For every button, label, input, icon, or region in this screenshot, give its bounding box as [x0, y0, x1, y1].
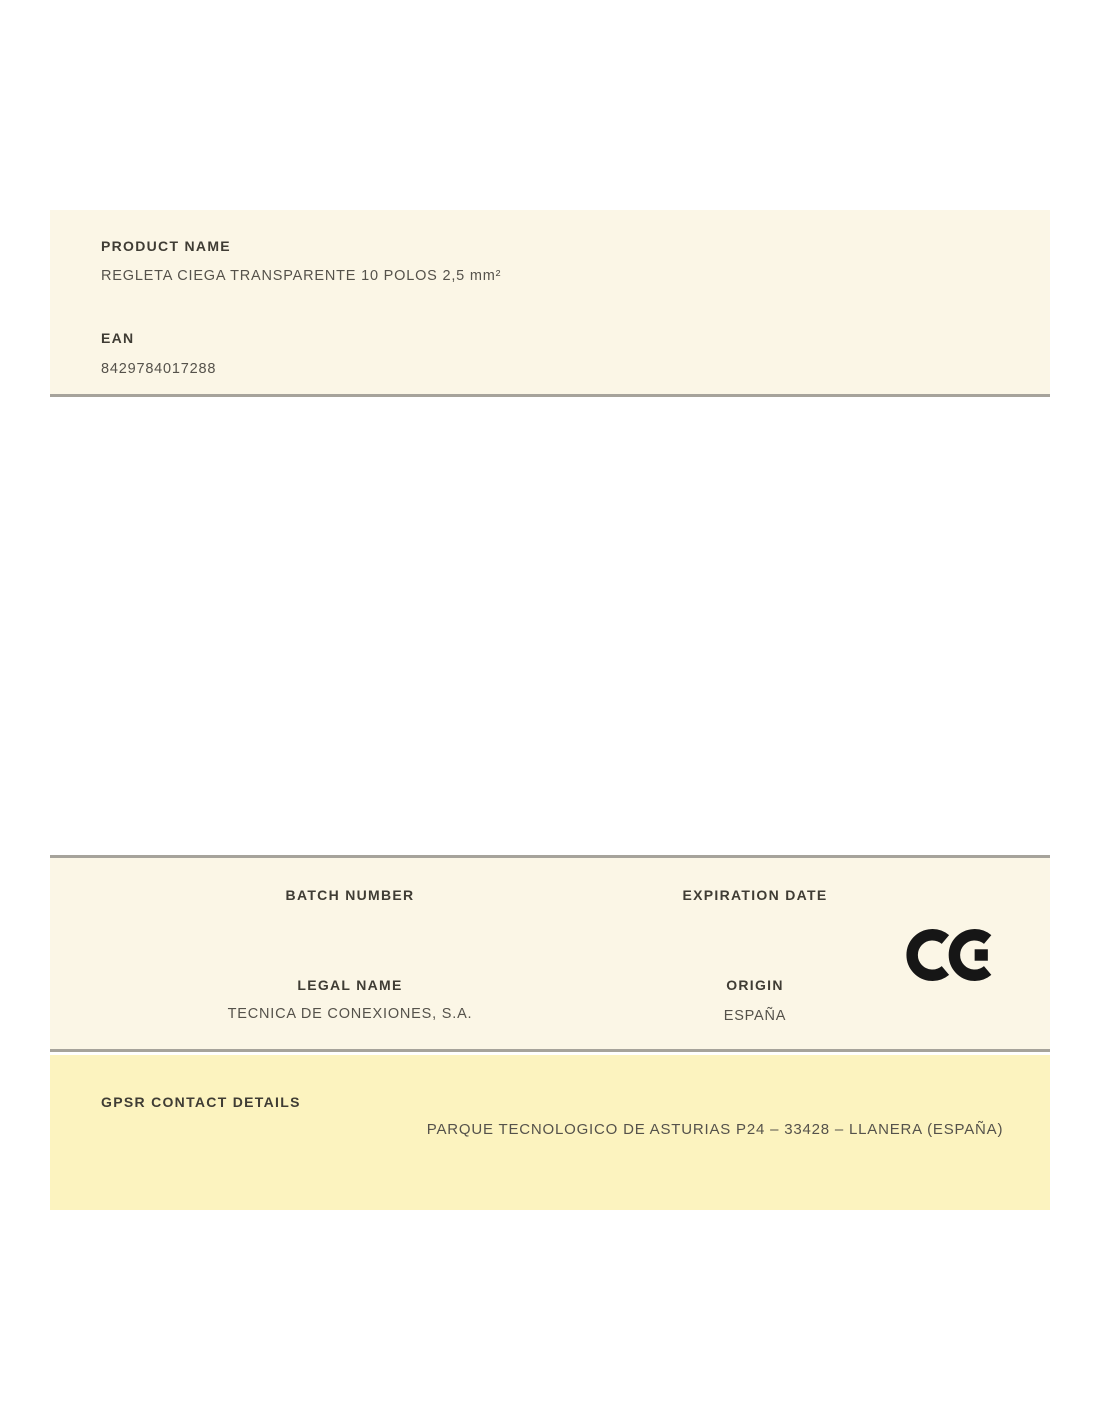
batch-number-label: BATCH NUMBER: [285, 887, 415, 903]
ce-mark-icon: [906, 926, 994, 984]
gpsr-contact-value: PARQUE TECNOLOGICO DE ASTURIAS P24 – 33428 – LLANERA (ESPAÑA): [426, 1121, 1004, 1138]
compliance-section: [50, 855, 1050, 1052]
legal-name-label: LEGAL NAME: [297, 977, 403, 993]
origin-value: ESPAÑA: [723, 1008, 787, 1024]
origin-label: ORIGIN: [726, 977, 784, 993]
ean-label: EAN: [101, 330, 135, 346]
legal-name-value: TECNICA DE CONEXIONES, S.A.: [227, 1006, 473, 1022]
product-section: [50, 210, 1050, 397]
product-name-label: PRODUCT NAME: [101, 238, 231, 254]
ean-value: 8429784017288: [101, 361, 217, 377]
expiration-date-label: EXPIRATION DATE: [682, 887, 828, 903]
gpsr-contact-label: GPSR CONTACT DETAILS: [101, 1094, 301, 1110]
product-name-value: REGLETA CIEGA TRANSPARENTE 10 POLOS 2,5 mm²: [101, 268, 502, 284]
gpsr-section: [50, 1055, 1050, 1210]
ean-block: [101, 330, 1010, 378]
